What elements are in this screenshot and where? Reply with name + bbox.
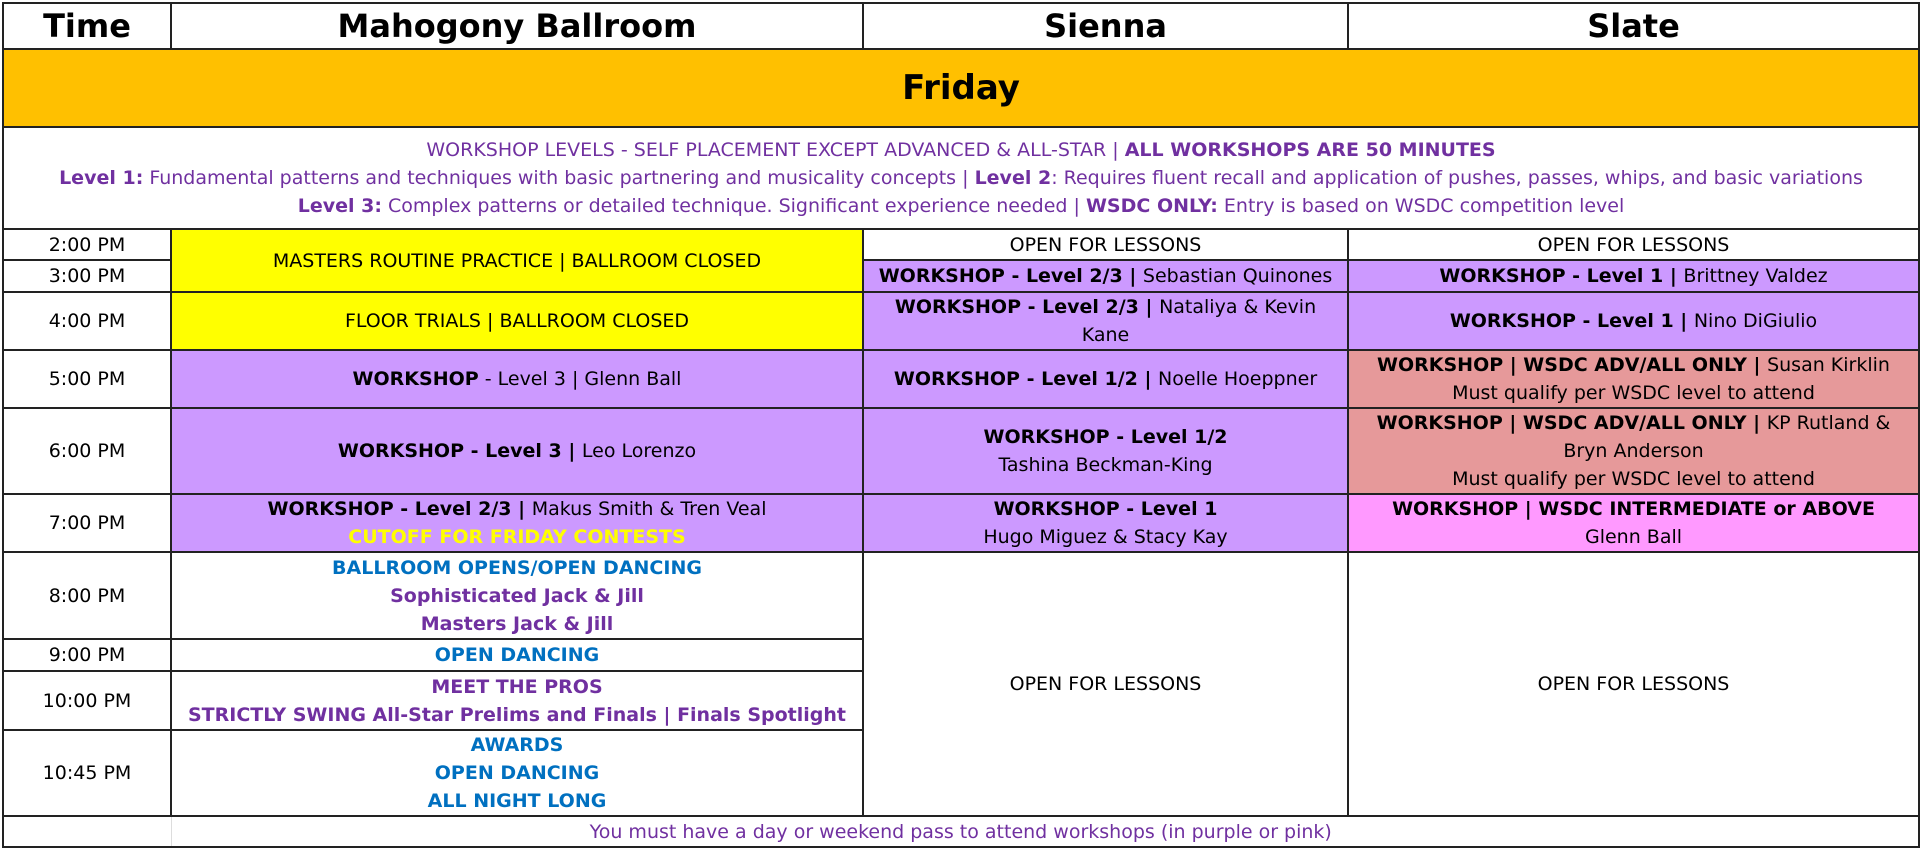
slate-workshop-5pm-instructor: Susan Kirklin xyxy=(1767,354,1890,376)
mahogany-workshop-5pm-label: WORKSHOP xyxy=(352,368,479,390)
slate-workshop-4pm-title: WORKSHOP - Level 1 | xyxy=(1449,310,1694,332)
slate-workshop-7pm xyxy=(1348,494,1919,552)
time-cell: 10:00 PM xyxy=(3,671,171,730)
cutoff-notice: CUTOFF FOR FRIDAY CONTESTS xyxy=(348,526,686,548)
info-line1-emphasis: ALL WORKSHOPS ARE 50 MINUTES xyxy=(1124,139,1496,161)
slate-workshop-5pm-title: WORKSHOP | WSDC ADV/ALL ONLY | xyxy=(1377,354,1768,376)
table-row xyxy=(3,229,1919,260)
slate-workshop-5pm xyxy=(1348,350,1919,408)
sophisticated-jack-jill: Sophisticated Jack & Jill xyxy=(390,584,644,607)
time-cell: 4:00 PM xyxy=(3,292,171,350)
mahogany-workshop-7pm-instructor: Makus Smith & Tren Veal xyxy=(531,498,767,520)
sienna-workshop-7pm-title: WORKSHOP - Level 1 xyxy=(993,498,1218,520)
slate-workshop-6pm-instructor: KP Rutland & Bryn Anderson xyxy=(1563,412,1891,462)
sienna-workshop-7pm xyxy=(863,494,1348,552)
sienna-workshop-6pm xyxy=(863,408,1348,494)
mahogany-workshop-5pm-instructor: Glenn Ball xyxy=(584,368,682,390)
sienna-workshop-5pm xyxy=(863,350,1348,408)
time-cell: 5:00 PM xyxy=(3,350,171,408)
slate-workshop-5pm-note: Must qualify per WSDC level to attend xyxy=(1452,382,1815,404)
time-cell: 9:00 PM xyxy=(3,639,171,671)
info-level3-label: Level 3: xyxy=(297,195,382,217)
header-time: Time xyxy=(3,3,171,49)
mahogany-workshop-5pm-level: - Level 3 | xyxy=(478,368,585,390)
info-level2-label: Level 2 xyxy=(974,167,1052,189)
ballroom-opens: BALLROOM OPENS/OPEN DANCING xyxy=(332,556,702,579)
sienna-open-lessons-2pm: OPEN FOR LESSONS xyxy=(863,229,1348,260)
table-row xyxy=(3,552,1919,639)
slate-workshop-6pm-title: WORKSHOP | WSDC ADV/ALL ONLY | xyxy=(1376,412,1767,434)
footer-spacer xyxy=(3,816,171,847)
slate-workshop-7pm-title: WORKSHOP | WSDC INTERMEDIATE or ABOVE xyxy=(1392,498,1875,520)
workshop-levels-info xyxy=(3,127,1919,229)
meet-the-pros: MEET THE PROS xyxy=(431,675,603,698)
sienna-workshop-3pm xyxy=(863,260,1348,292)
mahogany-masters-routine: MASTERS ROUTINE PRACTICE | BALLROOM CLOSED xyxy=(171,229,863,292)
mahogany-workshop-6pm-instructor: Leo Lorenzo xyxy=(581,440,697,462)
sienna-workshop-5pm-title: WORKSHOP - Level 1/2 | xyxy=(893,368,1159,390)
header-mahogany-ballroom: Mahogony Ballroom xyxy=(171,3,863,49)
table-row xyxy=(3,292,1919,350)
sienna-workshop-4pm xyxy=(863,292,1348,350)
slate-workshop-6pm xyxy=(1348,408,1919,494)
time-cell: 2:00 PM xyxy=(3,229,171,260)
schedule-table xyxy=(2,2,1920,848)
slate-workshop-3pm xyxy=(1348,260,1919,292)
table-row xyxy=(3,494,1919,552)
sienna-workshop-3pm-instructor: Sebastian Quinones xyxy=(1142,265,1333,287)
mahogany-workshop-7pm xyxy=(171,494,863,552)
info-level3-text: Complex patterns or detailed technique. Significant experience needed | xyxy=(381,195,1086,217)
header-slate: Slate xyxy=(1348,3,1919,49)
masters-jack-jill: Masters Jack & Jill xyxy=(420,612,614,635)
sienna-workshop-4pm-instructor: Nataliya & Kevin Kane xyxy=(1081,296,1317,346)
slate-workshop-6pm-note: Must qualify per WSDC level to attend xyxy=(1452,468,1815,490)
sienna-workshop-7pm-instructor: Hugo Miguez & Stacy Kay xyxy=(983,526,1228,548)
mahogany-workshop-5pm xyxy=(171,350,863,408)
sienna-workshop-3pm-title: WORKSHOP - Level 2/3 | xyxy=(878,265,1143,287)
slate-workshop-4pm-instructor: Nino DiGiulio xyxy=(1693,310,1818,332)
sienna-workshop-5pm-instructor: Noelle Hoeppner xyxy=(1158,368,1318,390)
slate-workshop-4pm xyxy=(1348,292,1919,350)
time-cell: 6:00 PM xyxy=(3,408,171,494)
mahogany-evening-10pm xyxy=(171,671,863,730)
awards: AWARDS xyxy=(470,734,564,756)
mahogany-workshop-6pm xyxy=(171,408,863,494)
mahogany-workshop-6pm-title: WORKSHOP - Level 3 | xyxy=(337,440,582,462)
info-level1-label: Level 1: xyxy=(59,167,144,189)
mahogany-evening-1045pm xyxy=(171,730,863,816)
header-sienna: Sienna xyxy=(863,3,1348,49)
info-level1-text: Fundamental patterns and techniques with basic partnering and musicality concepts | xyxy=(143,167,975,189)
open-dancing-9pm: OPEN DANCING xyxy=(171,639,863,671)
footer-note-text: You must have a day or weekend pass to attend workshops (in purple or pink) xyxy=(589,820,1332,843)
open-dancing-late: OPEN DANCING xyxy=(434,762,600,784)
sienna-open-lessons-evening: OPEN FOR LESSONS xyxy=(863,552,1348,816)
time-cell: 8:00 PM xyxy=(3,552,171,639)
table-row xyxy=(3,350,1919,408)
strictly-swing: STRICTLY SWING All-Star Prelims and Finals | Finals Spotlight xyxy=(187,703,847,726)
slate-workshop-7pm-instructor: Glenn Ball xyxy=(1584,526,1683,548)
info-line1-text: WORKSHOP LEVELS - SELF PLACEMENT EXCEPT ADVANCED & ALL-STAR | xyxy=(426,139,1125,161)
slate-open-lessons-evening: OPEN FOR LESSONS xyxy=(1348,552,1919,816)
info-level2-text: : Requires fluent recall and application of pushes, passes, whips, and basic variations xyxy=(1051,167,1863,189)
footer-note xyxy=(171,816,1919,847)
slate-open-lessons-2pm: OPEN FOR LESSONS xyxy=(1348,229,1919,260)
time-cell: 3:00 PM xyxy=(3,260,171,292)
mahogany-floor-trials: FLOOR TRIALS | BALLROOM CLOSED xyxy=(171,292,863,350)
info-wsdc-label: WSDC ONLY: xyxy=(1085,195,1218,217)
time-cell: 7:00 PM xyxy=(3,494,171,552)
header-row xyxy=(3,3,1919,49)
all-night-long: ALL NIGHT LONG xyxy=(427,790,607,812)
sienna-workshop-6pm-instructor: Tashina Beckman-King xyxy=(998,454,1213,476)
table-row xyxy=(3,408,1919,494)
slate-workshop-3pm-instructor: Brittney Valdez xyxy=(1683,265,1828,287)
sienna-workshop-4pm-title: WORKSHOP - Level 2/3 | xyxy=(894,296,1160,318)
day-title: Friday xyxy=(3,49,1919,127)
time-cell: 10:45 PM xyxy=(3,730,171,816)
info-wsdc-text: Entry is based on WSDC competition level xyxy=(1217,195,1625,217)
sienna-workshop-6pm-title: WORKSHOP - Level 1/2 xyxy=(983,426,1228,448)
mahogany-evening-8pm xyxy=(171,552,863,639)
slate-workshop-3pm-title: WORKSHOP - Level 1 | xyxy=(1439,265,1684,287)
mahogany-workshop-7pm-title: WORKSHOP - Level 2/3 | xyxy=(267,498,532,520)
